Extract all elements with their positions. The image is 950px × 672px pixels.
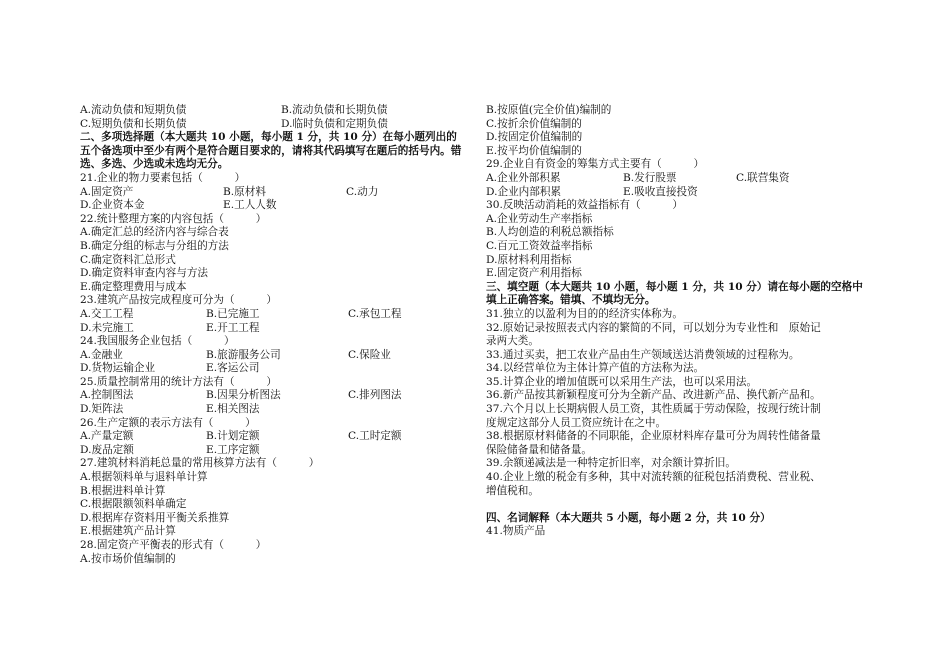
option: E.工序定额 — [206, 443, 260, 456]
option: E.工人人数 — [223, 199, 277, 212]
option: A.金融业 — [80, 348, 123, 361]
option: B.流动负债和长期负债 — [281, 104, 388, 116]
option: C.动力 — [346, 185, 379, 198]
option: B.已完施工 — [206, 307, 260, 320]
option: D.企业内部积累 — [486, 185, 562, 198]
option: C.百元工资效益率指标 — [486, 239, 593, 252]
fill-line: 度规定这部分人员工资应统计在之中。 — [486, 416, 667, 429]
option: A.企业劳动生产率指标 — [486, 212, 593, 225]
options-row — [80, 322, 465, 336]
option: B.确定分组的标志与分组的方法 — [80, 239, 229, 252]
option: A.交工工程 — [80, 307, 134, 320]
question-stem: 26.生产定额的表示方法有（ ） — [80, 416, 256, 429]
option: D.原材料利用指标 — [486, 253, 572, 266]
option: E.固定资产利用指标 — [486, 267, 582, 280]
option: B.根据进料单计算 — [80, 484, 166, 497]
options-row — [80, 308, 465, 322]
options-row — [80, 104, 465, 118]
option: A.流动负债和短期负债 — [80, 104, 187, 116]
question-stem: 28.固定资产平衡表的形式有（ ） — [80, 539, 267, 551]
fill-line: 36.新产品按其新颖程度可分为全新产品、改进新产品、换代新产品和。 — [486, 389, 821, 402]
options-row — [486, 172, 870, 186]
option: E.吸收直接投资 — [623, 185, 698, 198]
options-row — [80, 389, 465, 403]
options-row — [80, 430, 465, 444]
option: C.承包工程 — [348, 307, 402, 320]
option: E.相关图法 — [206, 403, 260, 416]
option: B.人均创造的利税总额指标 — [486, 226, 614, 239]
option: B.计划定额 — [206, 430, 260, 443]
question-stem: 29.企业自有资金的筹集方式主要有（ ） — [486, 158, 705, 171]
option: C.保险业 — [348, 348, 391, 361]
option: E.根据建筑产品计算 — [80, 525, 176, 538]
section-heading: 四、名词解释（本大题共 5 小题，每小题 2 分，共 10 分） — [486, 511, 771, 524]
question-stem: 25.质量控制常用的统计方法有（ ） — [80, 375, 277, 388]
option: D.根据库存资料用平衡关系推算 — [80, 511, 230, 524]
section-heading: 二、多项选择题（本大题共 10 小题，每小题 1 分，共 10 分）在每小题列出的五个备选项中至少有两个是符合题目要求的，请将其代码填写在题后的括号内。错选、多选、少选或未选均无分。 — [80, 131, 462, 171]
fill-line: 31.独立的以盈利为目的的经济实体称为。 — [486, 307, 683, 320]
option: C.确定资料汇总形式 — [80, 253, 176, 266]
options-row — [80, 186, 465, 200]
section-heading: 三、填空题（本大题共 10 小题，每小题 1 分，共 10 分）请在每小题的空格中填上正确答案。错填、不填均无分。 — [486, 280, 863, 307]
fill-line: 40.企业上缴的税金有多种，其中对流转额的征税包括消费税、营业税、 — [486, 471, 821, 484]
option: B.发行股票 — [623, 171, 677, 184]
fill-line: 37.六个月以上长期病假人员工资，其性质属于劳动保险，按现行统计制 — [486, 403, 821, 416]
option: D.货物运输企业 — [80, 362, 156, 375]
option: C.联营集资 — [736, 171, 790, 184]
question-stem: 23.建筑产品按完成程度可分为（ ） — [80, 294, 277, 307]
options-row — [80, 362, 465, 376]
option: E.客运公司 — [206, 362, 260, 375]
options-row — [80, 349, 465, 363]
option: A.固定资产 — [80, 185, 134, 198]
option: D.按固定价值编制的 — [486, 131, 583, 144]
option: C.工时定额 — [348, 430, 402, 443]
option: C.根据限额领料单确定 — [80, 498, 187, 511]
fill-line: 增值税和。 — [486, 484, 539, 497]
fill-line: 35.计算企业的增加值既可以采用生产法，也可以采用法。 — [486, 375, 758, 388]
option: A.产量定额 — [80, 430, 134, 443]
fill-line: 录两大类。 — [486, 335, 539, 348]
question-stem: 21.企业的物力要素包括（ ） — [80, 171, 246, 184]
option: C.按折余价值编制的 — [486, 117, 582, 130]
option: B.原材料 — [223, 185, 266, 198]
options-row — [80, 199, 465, 213]
fill-line: 39.余额递减法是一种特定折旧率，对余额计算折旧。 — [486, 457, 736, 470]
option: A.根据领料单与退料单计算 — [80, 471, 208, 484]
question-stem: 24.我国服务企业包括（ ） — [80, 335, 235, 348]
option: A.企业外部积累 — [486, 171, 561, 184]
option: E.按平均价值编制的 — [486, 144, 582, 157]
left-column — [80, 104, 465, 566]
option: D.临时负债和定期负债 — [281, 117, 388, 130]
option: B.因果分析图法 — [206, 389, 281, 402]
option: D.企业资本金 — [80, 199, 145, 212]
fill-line: 34.以经营单位为主体计算产值的方法称为法。 — [486, 362, 705, 375]
option: D.确定资料审查内容与方法 — [80, 267, 209, 280]
option: C.短期负债和长期负债 — [80, 117, 187, 130]
option: A.按市场价值编制的 — [80, 552, 176, 565]
right-column — [486, 104, 870, 539]
fill-line: 32.原始记录按照表式内容的繁简的不同，可以划分为专业性和 原始记 — [486, 321, 821, 334]
option: A.确定汇总的经济内容与综合表 — [80, 226, 229, 239]
option: E.确定整理费用与成本 — [80, 280, 187, 293]
option: D.废品定额 — [80, 443, 134, 456]
question-stem: 41.物质产品 — [486, 525, 546, 538]
option: D.未完施工 — [80, 321, 134, 334]
fill-line: 38.根据原材料储备的不同职能，企业原材料库存量可分为周转性储备量 — [486, 430, 821, 443]
option: D.矩阵法 — [80, 403, 124, 416]
option: E.开工工程 — [206, 321, 260, 334]
question-stem: 22.统计整理方案的内容包括（ ） — [80, 212, 267, 225]
fill-line: 33.通过买卖，把工农业产品由生产领域送达消费领域的过程称为。 — [486, 348, 800, 361]
option: B.按原值(完全价值)编制的 — [486, 104, 612, 116]
options-row — [486, 186, 870, 200]
option: A.控制图法 — [80, 389, 134, 402]
fill-line: 保险储备量和储备量。 — [486, 443, 592, 456]
spacer — [486, 498, 870, 512]
options-row — [80, 118, 465, 132]
options-row — [80, 403, 465, 417]
options-row — [80, 444, 465, 458]
option: B.旅游服务公司 — [206, 348, 281, 361]
question-stem: 30.反映活动消耗的效益指标有（ ） — [486, 199, 683, 212]
question-stem: 27.建筑材料消耗总量的常用核算方法有（ ） — [80, 457, 320, 470]
option: C.排列图法 — [348, 389, 402, 402]
